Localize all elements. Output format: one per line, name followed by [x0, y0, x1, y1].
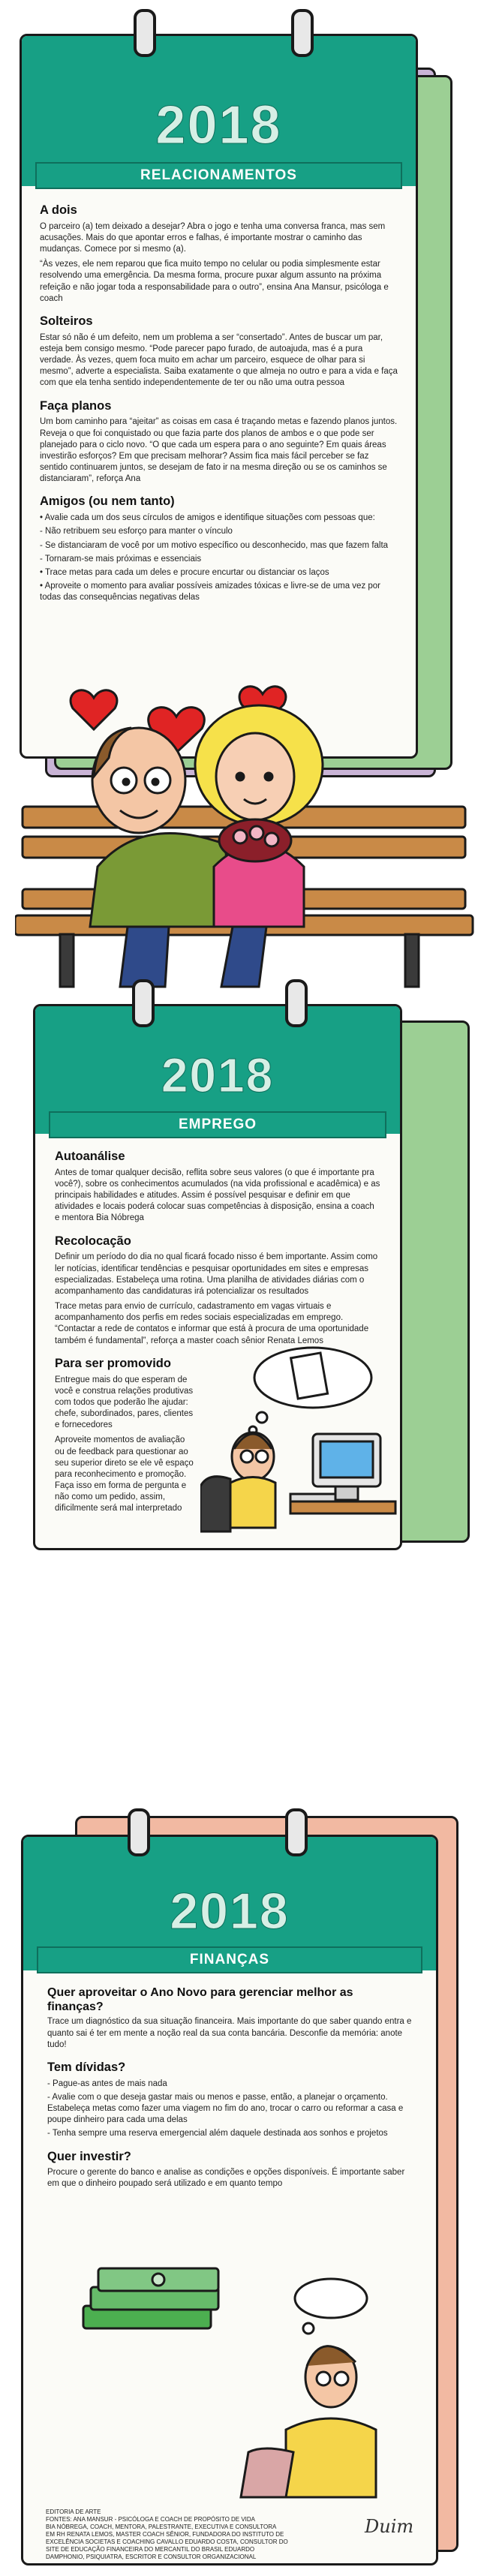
- list-item: • Trace metas para cada um deles e procure encurtar ou distanciar os laços: [40, 567, 329, 577]
- credits: [46, 2508, 316, 2561]
- emprego-card: [33, 1004, 402, 1550]
- paragraph: Um bom caminho para “ajeitar” as coisas em casa é traçando metas e fazendo planos juntos. Reveja o que foi conquistado ou que fazia parte dos planos de ambos e o que pode ser planejado para o ciclo novo. “O que cada um espera para o ano seguinte? Em quais áreas investirão esforços? Em que precisam melhorar? Assim fica mais fácil perceber se faz sentido continuarem juntos, se desejam de fato ir na mesma direção ou se os caminhos se distanciaram”, reforça Ana: [40, 417, 398, 484]
- couple-on-bench-illustration: [15, 679, 475, 990]
- credit-line: BIA NÓBREGA, COACH, MENTORA, PALESTRANTE, EXECUTIVA E CONSULTORA: [46, 2523, 277, 2530]
- heart-icon: [71, 690, 117, 729]
- relacionamentos-body: [40, 194, 398, 606]
- paragraph: Definir um período do dia no qual ficará focado nisso é bem importante. Assim como ler notícias, identificar tendências e pesquisar oportunidades em sites e empresas especializadas. Estabeleça uma rotina. Uma planilha de atividades diárias com o acompanhamento das candidaturas irá potencializar os resultados: [55, 1252, 378, 1296]
- paragraph: Procure o gerente do banco e analise as condições e opções disponíveis. É importante saber em que o dinheiro poupado será utilizado e em quanto tempo: [47, 2168, 405, 2189]
- section-heading: Quer aproveitar o Ano Novo para gerenciar melhor as finanças?: [47, 1986, 353, 2014]
- section-heading: Recolocação: [55, 1234, 131, 1248]
- paragraph: Trace metas para envio de currículo, cadastramento em vagas virtuais e acompanhamento dos perfis em redes sociais especializadas em emprego. “Contactar a rede de contatos e informar que está à procura de uma oportunidade também é fundamental”, reforça a master coach sênior Renata Lemos: [55, 1302, 369, 1345]
- binder-ring: [285, 979, 308, 1027]
- section-heading: Faça planos: [40, 398, 112, 413]
- list-item: - Avalie com o que deseja gastar mais ou menos e passe, então, a planejar o orçamento. Estabeleça metas como fazer uma viagem no fim do ano, trocar o carro ou reformar a casa e poupe dinheiro para cada uma delas: [47, 2092, 404, 2125]
- list-item: - Tornaram-se mais próximas e essenciais: [40, 554, 202, 564]
- list-item: - Se distanciaram de você por um motivo específico ou desconhecido, mas que fazem falta: [40, 540, 389, 550]
- list-item: - Tenha sempre uma reserva emergencial além daquele destinada aos sonhos e projetos: [47, 2129, 388, 2139]
- paragraph: Estar só não é um defeito, nem um problema a ser “consertado”. Antes de buscar um par, esteja bem consigo mesmo. “Pode parecer papo furado, de autoajuda, mas é a pura verdade. Às vezes, quem foca muito em achar um parceiro, esquece de olhar para si mesmo”, adverte a especialista. Saiba exatamente o que almeja no outro e para a vida e faça com que ela tenha sentido independentemente de ter ou não uma outra pessoa: [40, 332, 398, 388]
- list-item: • Avalie cada um dos seus círculos de amigos e identifique situações com pessoas que:: [40, 513, 375, 523]
- binder-ring: [132, 979, 155, 1027]
- binder-ring: [285, 1808, 308, 1856]
- credit-line: SITE DE EDUCAÇÃO FINANCEIRA DO MERCANTIL DO BRASIL EDUARDO: [46, 2546, 255, 2553]
- financas-card: [21, 1835, 438, 2565]
- section-heading: Autoanálise: [55, 1150, 125, 1163]
- binder-ring: [128, 1808, 150, 1856]
- thinking-man-illustration: [218, 2257, 421, 2505]
- year-label: 2018: [155, 95, 282, 155]
- credit-line: DAMPHONIO, PSIQUIATRA, ESCRITOR E CONSULTOR ORGANIZACIONAL: [46, 2553, 257, 2560]
- artist-signature: Duim: [365, 2516, 414, 2537]
- money-stack-illustration: [76, 2261, 226, 2343]
- bullet-list: [40, 512, 398, 603]
- relacionamentos-card: [20, 34, 418, 759]
- paragraph: Trace um diagnóstico da sua situação financeira. Mais importante do que saber quando entra e quanto sai é ter em mente a noção real da sua conta bancária. Desconfie da memória: anote tudo!: [47, 2017, 412, 2049]
- section-banner: RELACIONAMENTOS: [35, 162, 402, 189]
- credit-line: EM RH RENATA LEMOS, MASTER COACH SÊNIOR, FUNDADORA DO INSTITUTO DE: [46, 2531, 284, 2538]
- paragraph: Antes de tomar qualquer decisão, reflita sobre seus valores (o que é importante pra você?), sobre os conhecimentos acumulados (na vida profissional e acadêmica) e as principais habilidades e atitudes. Assim é possível pesquisar e definir em que atividades e locais poderá colocar suas competências à disposição, ensina a coach e mentora Bia Nóbrega: [55, 1168, 380, 1223]
- year-label: 2018: [170, 1883, 290, 1940]
- paragraph: “Às vezes, ele nem reparou que fica muito tempo no celular ou podia simplesmente estar resolvendo uma emergência. Da mesma forma, procure puxar algum assunto na próxima refeição e não jogar toda a responsabilidade para o outro”, ensina Ana Mansur, psicóloga e coach: [40, 260, 389, 303]
- section-banner: EMPREGO: [49, 1111, 386, 1138]
- section-banner: FINANÇAS: [37, 1946, 422, 1973]
- bullet-list: [47, 2079, 412, 2140]
- section-heading: Para ser promovido: [55, 1356, 171, 1370]
- section-heading: Quer investir?: [47, 2149, 131, 2163]
- list-item: - Pague-as antes de mais nada: [47, 2079, 167, 2088]
- section-heading: Amigos (ou nem tanto): [40, 494, 175, 509]
- year-label: 2018: [161, 1048, 275, 1102]
- financas-body: [47, 1976, 412, 2194]
- list-item: - Não retribuem seu esforço para manter o vínculo: [40, 527, 233, 537]
- office-worker-illustration: [200, 1344, 397, 1547]
- section-heading: A dois: [40, 203, 77, 217]
- binder-ring: [291, 9, 314, 57]
- paragraph: O parceiro (a) tem deixado a desejar? Abra o jogo e tenha uma conversa franca, mas sem acusações. Mais do que apontar erros e falhas, é importante mostrar o caminho das mudanças. Comece por si mesmo (a).: [40, 221, 386, 254]
- section-heading: Solteiros: [40, 314, 93, 328]
- list-item: • Aproveite o momento para avaliar possíveis amizades tóxicas e livre-se de uma vez por todas das consequências negativas delas: [40, 582, 381, 603]
- credit-line: FONTES: ANA MANSUR - PSICÓLOGA E COACH DE PROPÓSITO DE VIDA: [46, 2516, 256, 2523]
- paragraph: Entregue mais do que esperam de você e construa relações produtivas com todos que poderão lhe ajudar: chefe, subordinados, pares, clientes e fornecedores: [55, 1375, 194, 1430]
- credit-line: EDITORIA DE ARTE: [46, 2508, 101, 2515]
- paragraph: Aproveite momentos de avaliação ou de feedback para questionar ao seu superior direto se ele vê espaço para reconhecimento e promoção. Faça isso em forma de pergunta e não como um pedido, assim, dificilmente será mal interpretado: [55, 1435, 194, 1513]
- binder-ring: [134, 9, 156, 57]
- section-heading: Tem dívidas?: [47, 2060, 126, 2074]
- credit-line: EXCELÊNCIA SOCIETAS E COACHING CAVALLO EDUARDO COSTA, CONSULTOR DO: [46, 2538, 288, 2545]
